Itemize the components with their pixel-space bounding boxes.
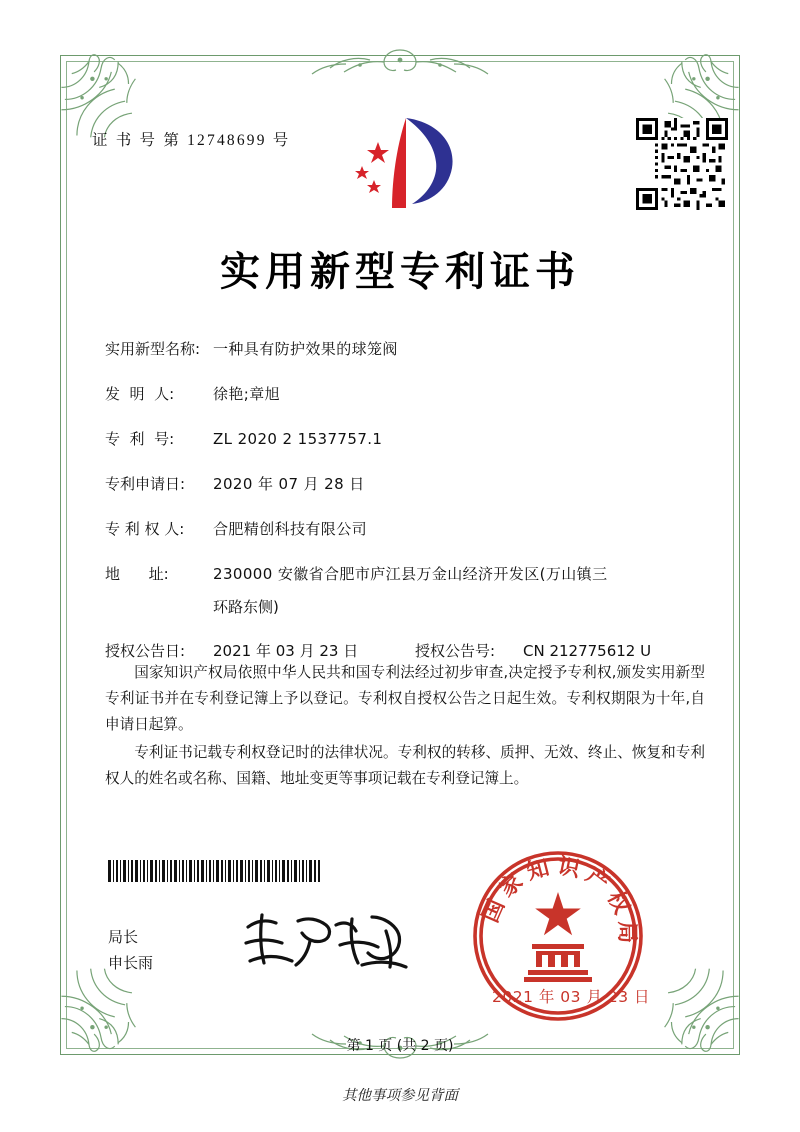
field-row-address — [105, 563, 715, 586]
legal-paragraph-2: 专利证书记载专利权登记时的法律状况。专利权的转移、质押、无效、终止、恢复和专利权人的姓名或名称、国籍、地址变更等事项记载在专利登记簿上。 — [105, 743, 705, 787]
barcode-icon — [108, 860, 320, 882]
legal-paragraph-1: 国家知识产权局依照中华人民共和国专利法经过初步审查,决定授予专利权,颁发实用新型专利证书并在专利登记簿上予以登记。专利权自授权公告之日起生效。专利权期限为十年,自申请日起算。 — [105, 664, 705, 733]
corner-ornament-icon — [58, 53, 144, 139]
field-value-grant-number: CN 212775612 U — [523, 641, 652, 660]
back-side-note: 其他事项参见背面 — [342, 1088, 458, 1104]
field-row-application-date — [105, 473, 715, 496]
signature-name: 申长雨 — [108, 953, 154, 972]
field-value: 2020 年 07 月 28 日 — [213, 475, 365, 493]
handwritten-signature-icon — [240, 905, 420, 975]
field-label: 专 利 号: — [105, 430, 175, 448]
page-number-footer: 第 1 页 (共 2 页) — [346, 1038, 454, 1054]
field-label: 实用新型名称: — [105, 340, 201, 358]
svg-text:国家知识产权局: 国家知识产权局 — [478, 853, 640, 950]
certificate-fields — [105, 338, 715, 685]
seal-date: 2021 年 03 月 23 日 — [492, 988, 651, 1006]
field-value: 徐艳;章旭 — [213, 385, 281, 403]
field-label-grant-number: 授权公告号: — [415, 641, 496, 660]
field-row-inventor — [105, 383, 715, 406]
field-row-patent-number — [105, 428, 715, 451]
edge-ornament-icon — [250, 46, 550, 76]
field-value: ZL 2020 2 1537757.1 — [213, 430, 383, 448]
field-label: 地 址: — [105, 565, 169, 583]
field-value-address-line2: 环路东侧) — [213, 598, 279, 616]
field-label-grant-date: 授权公告日: — [105, 641, 186, 660]
field-row-patentee — [105, 518, 715, 541]
qr-code-icon — [636, 118, 728, 210]
field-label: 专 利 权 人: — [105, 520, 185, 538]
field-row-grant-announcement — [105, 640, 715, 663]
cnipa-logo-icon — [352, 112, 464, 218]
field-value: 合肥精创科技有限公司 — [213, 520, 368, 538]
signature-block — [108, 925, 153, 976]
legal-text-block — [105, 660, 705, 794]
certificate-number: 证 书 号 第 12748699 号 — [92, 132, 291, 149]
field-row-utility-model-name — [105, 338, 715, 361]
field-value-grant-date: 2021 年 03 月 23 日 — [213, 641, 359, 660]
page-title: 实用新型专利证书 — [220, 249, 580, 295]
field-label: 专利申请日: — [105, 475, 186, 493]
field-value: 230000 安徽省合肥市庐江县万金山经济开发区(万山镇三 — [213, 565, 608, 583]
field-value: 一种具有防护效果的球笼阀 — [213, 340, 398, 358]
field-label: 发 明 人: — [105, 385, 175, 403]
signature-title: 局长 — [108, 928, 139, 946]
